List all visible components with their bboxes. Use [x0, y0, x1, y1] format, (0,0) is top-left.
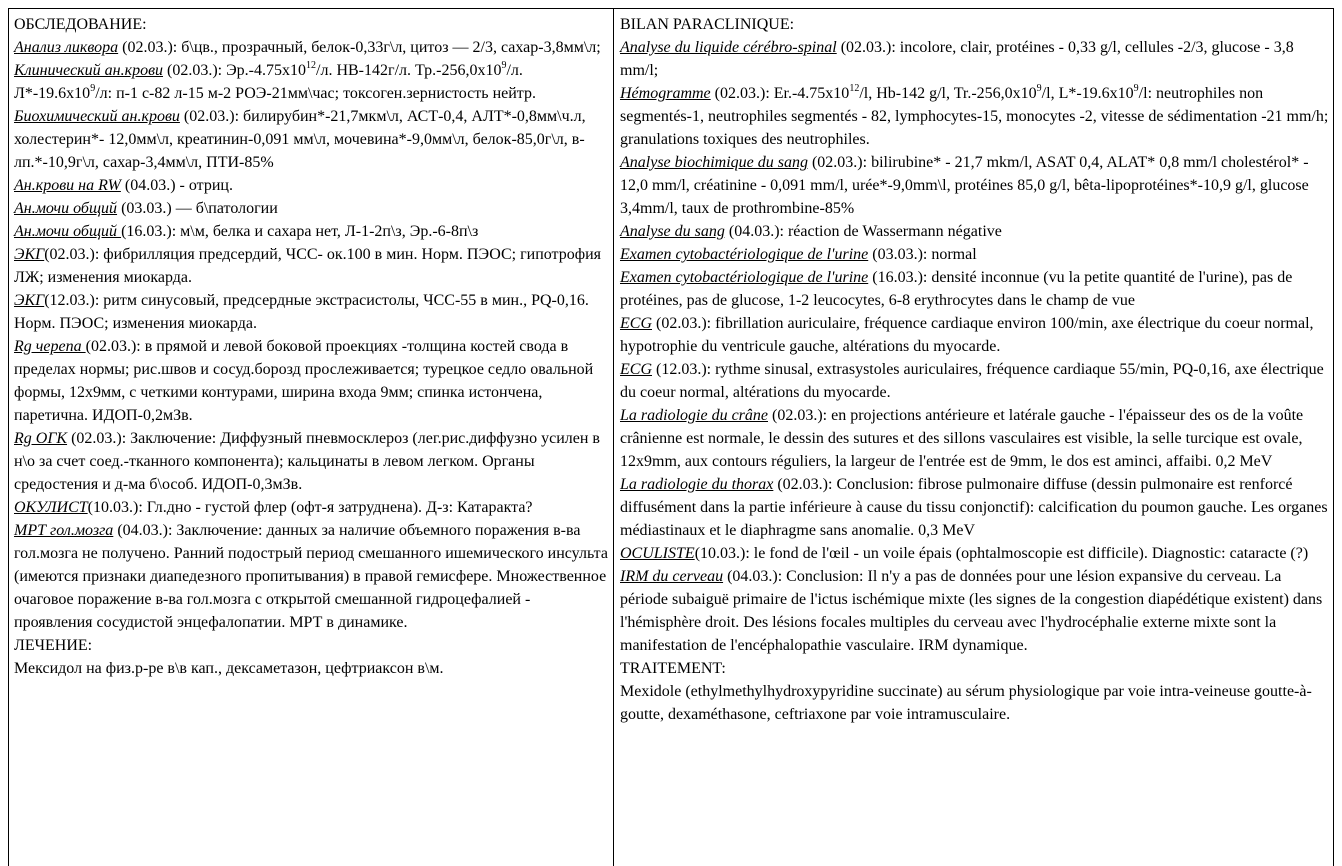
- french-column: [614, 9, 1333, 866]
- entry-skull-xray: [620, 404, 1329, 473]
- entry-csf-analysis: [620, 36, 1329, 82]
- entry-title: Ан.мочи общий: [14, 200, 118, 217]
- treatment-text: Mexidole (ethylmethylhydroxypyridine succinate) au sérum physiologique par voie intra-veineuse goutte-à-goutte, dexaméthasone, ceftriaxone par voie intramusculaire.: [620, 683, 1312, 723]
- entry-brain-mri: [620, 565, 1329, 657]
- entry-biochemistry: [620, 151, 1329, 220]
- entry-urinalysis-1: [14, 197, 609, 220]
- exponent: 9: [1036, 82, 1042, 94]
- entry-text: (02.03.): Эр.-4.75х10: [163, 62, 307, 79]
- entry-urinalysis-1: [620, 243, 1329, 266]
- entry-text: (16.03.): densité inconnue (vu la petite quantité de l'urine), pas de protéines, pas de glucose, 1-2 leucocytes, 6-8 erythrocytes dans le champ de vue: [620, 269, 1293, 309]
- section-heading: BILAN PARACLINIQUE:: [620, 16, 795, 33]
- entry-ecg-2: [620, 358, 1329, 404]
- exponent: 12: [306, 59, 317, 71]
- entry-title: ECG: [620, 361, 652, 378]
- entry-blood-count: [620, 82, 1329, 151]
- entry-brain-mri: [14, 519, 609, 634]
- exponent: 9: [1133, 82, 1139, 94]
- entry-title: Ан.мочи общий: [14, 223, 122, 240]
- entry-text: (10.03.): Гл.дно - густой флер (офт-я затруднена). Д-з: Катаракта?: [87, 499, 533, 516]
- entry-text: (04.03.): réaction de Wassermann négative: [724, 223, 1002, 240]
- entry-title: Ан.крови на RW: [14, 177, 121, 194]
- entry-title: Examen cytobactériologique de l'urine: [620, 246, 869, 263]
- treatment-heading: TRAITEMENT:: [620, 660, 726, 677]
- entry-text: (12.03.): rythme sinusal, extrasystoles auriculaires, fréquence cardiaque 55/min, PQ-0,16, axe électrique du coeur normal, altérations du myocarde.: [620, 361, 1324, 401]
- entry-title: Analyse du sang: [620, 223, 725, 240]
- entry-text: (03.03.): normal: [868, 246, 977, 263]
- entry-title: IRM du cerveau: [620, 568, 724, 585]
- entry-skull-xray: [14, 335, 609, 427]
- entry-text: (02.03.): б\цв., прозрачный, белок-0,33г\л, цитоз — 2/3, сахар-3,8мм\л;: [118, 39, 601, 56]
- entry-text: (12.03.): ритм синусовый, предсердные экстрасистолы, ЧСС-55 в мин., PQ-0,16. Норм. ПЭОС; изменения миокарда.: [14, 292, 589, 332]
- entry-text: (04.03.): Заключение: данных за наличие объемного поражения в-ва гол.мозга не получено. Ранний подострый период смешанного ишемического инсульта (имеются признаки диапедезного пропитывания) в правой гемисфере. Множественное очаговое поражение в-ва гол.мозга с открытой смешанной гидроцефалией - проявления сосудистой энцефалопатии. МРТ в динамике.: [14, 522, 608, 631]
- document-table: [8, 8, 1334, 866]
- entry-csf-analysis: [14, 36, 609, 59]
- entry-title: Analyse du liquide cérébro-spinal: [620, 39, 837, 56]
- entry-rw-test: [14, 174, 609, 197]
- entry-text: /л. Л*-19.6х10: [14, 62, 523, 102]
- entry-text: /l, L*-19.6x10: [1041, 85, 1134, 102]
- section-heading: ОБСЛЕДОВАНИЕ:: [14, 16, 147, 33]
- entry-title: ЭКГ: [14, 292, 45, 309]
- entry-ophthalmologist: [14, 496, 609, 519]
- entry-text: (03.03.) — б\патологии: [117, 200, 278, 217]
- treatment-heading: ЛЕЧЕНИЕ:: [14, 637, 93, 654]
- entry-text: (02.03.): билирубин*-21,7мкм\л, АСТ-0,4, АЛТ*-0,8мм\ч.л, холестерин*- 12,0мм\л, креатинин-0,091 мм\л, мочевина*-9,0мм\л, белок-85,0г\л, в-лп.*-10,9г\л, сахар-3,4мм\л, ПТИ-85%: [14, 108, 586, 171]
- entry-chest-xray: [14, 427, 609, 496]
- exponent: 12: [849, 82, 860, 94]
- entry-text: (02.03.): en projections antérieure et latérale gauche - l'épaisseur des os de la voûte crânienne est normale, le dessin des sutures et des sillons vasculaires est visible, la selle turcique est ovale, 12x9mm, aux contours réguliers, la largeur de l'entrée est de 9mm, le dos est aminci, affaibi. 0,2 MeV: [620, 407, 1304, 470]
- entry-title: ECG: [620, 315, 652, 332]
- entry-title: Analyse biochimique du sang: [620, 154, 808, 171]
- entry-text: (04.03.) - отриц.: [120, 177, 233, 194]
- entry-ophthalmologist: [620, 542, 1329, 565]
- treatment-text: Мексидол на физ.р-ре в\в кап., дексаметазон, цефтриаксон в\м.: [14, 660, 444, 677]
- entry-title: Rg черепа: [14, 338, 86, 355]
- entry-title: ЭКГ: [14, 246, 45, 263]
- entry-urinalysis-2: [14, 220, 609, 243]
- entry-text: (02.03.): Conclusion: fibrose pulmonaire diffuse (dessin pulmonaire est renforcé diffusément dans la partie inférieure à cause du tissu conjonctif): calcification du poumon gauche. Les organes médiastinaux et le diaphragme sans anomalie. 0,3 MeV: [620, 476, 1328, 539]
- entry-text: (02.03.): bilirubine* - 21,7 mkm/l, ASAT 0,4, ALAT* 0,8 mm/l cholestérol* - 12,0 mm/l, créatinine - 0,091 mm/l, urée*-9,0mm\l, protéines 85,0 g/l, bêta-lipoprotéines*-10,9 g/l, glucose 3,4mm/l, taux de prothrombine-85%: [620, 154, 1309, 217]
- exponent: 9: [501, 59, 507, 71]
- entry-title: Rg ОГК: [14, 430, 68, 447]
- entry-text: (02.03.): Er.-4.75x10: [710, 85, 850, 102]
- entry-ecg-1: [14, 243, 609, 289]
- entry-text: (02.03.): в прямой и левой боковой проекциях -толщина костей свода в пределах нормы; рис.швов и сосуд.борозд прослеживается; турецкое седло овальной формы, 12х9мм, с четкими контурами, ширина входа 9мм; спинка истончена, паретична. ИДОП-0,2мЗв.: [14, 338, 594, 424]
- russian-column: [9, 9, 614, 866]
- entry-urinalysis-2: [620, 266, 1329, 312]
- entry-title: OCULISTE: [620, 545, 695, 562]
- entry-title: La radiologie du crâne: [620, 407, 768, 424]
- entry-title: МРТ гол.мозга: [14, 522, 114, 539]
- entry-title: ОКУЛИСТ: [14, 499, 88, 516]
- entry-text: (04.03.): Conclusion: Il n'y a pas de données pour une lésion expansive du cerveau. La période subaiguë primaire de l'ictus ischémique mixte (les signes de la congestion diapédétique existent) dans l'hémisphère droit. Des lésions focales multiples du cerveau avec l'hydrocéphalie externe mixte sont la manifestation de l'encéphalopathie vasculaire. IRM dynamique.: [620, 568, 1323, 654]
- entry-blood-count: [14, 59, 609, 105]
- entry-text: (02.03.): incolore, clair, protéines - 0,33 g/l, cellules -2/3, glucose - 3,8 mm/l;: [620, 39, 1294, 79]
- entry-text: (02.03.): фибрилляция предсердий, ЧСС- ок.100 в мин. Норм. ПЭОС; гипотрофия ЛЖ; изменения миокарда.: [14, 246, 602, 286]
- entry-text: /l, Hb-142 g/l, Tr.-256,0x10: [859, 85, 1037, 102]
- entry-text: /л. НВ-142г/л. Тр.-256,0х10: [316, 62, 502, 79]
- entry-text: (02.03.): fibrillation auriculaire, fréquence cardiaque environ 100/min, axe électrique du coeur normal, hypotrophie du ventricule gauche, altérations du myocarde.: [620, 315, 1314, 355]
- entry-text: /л: п-1 с-82 л-15 м-2 РОЭ-21мм\час; токсоген.зернистость нейтр.: [95, 85, 536, 102]
- entry-title: Hémogramme: [620, 85, 711, 102]
- entry-text: (10.03.): le fond de l'œil - un voile épais (ophtalmoscopie est difficile). Diagnostic: cataracte (?): [694, 545, 1309, 562]
- entry-title: Examen cytobactériologique de l'urine: [620, 269, 869, 286]
- entry-title: Клинический ан.крови: [14, 62, 164, 79]
- entry-text: (02.03.): Заключение: Диффузный пневмосклероз (лег.рис.диффузно усилен в н\о за счет соед.-тканного компонента); кальцинаты в левом легком. Органы средостения и д-ма б\особ. ИДОП-0,3мЗв.: [14, 430, 600, 493]
- entry-title: Биохимический ан.крови: [14, 108, 180, 125]
- entry-title: Анализ ликвора: [14, 39, 119, 56]
- entry-title: La radiologie du thorax: [620, 476, 774, 493]
- exponent: 9: [90, 82, 96, 94]
- entry-blood-test: [620, 220, 1329, 243]
- entry-biochemistry: [14, 105, 609, 174]
- entry-text: (16.03.): м\м, белка и сахара нет, Л-1-2п\з, Эр.-6-8п\з: [121, 223, 479, 240]
- entry-chest-xray: [620, 473, 1329, 542]
- entry-ecg-1: [620, 312, 1329, 358]
- entry-ecg-2: [14, 289, 609, 335]
- entry-text: /l: neutrophiles non segmentés-1, neutrophiles segmentés - 82, lymphocytes-15, monocytes -2, vitesse de sédimentation -21 mm/h; granulations toxiques des neutrophiles.: [620, 85, 1329, 148]
